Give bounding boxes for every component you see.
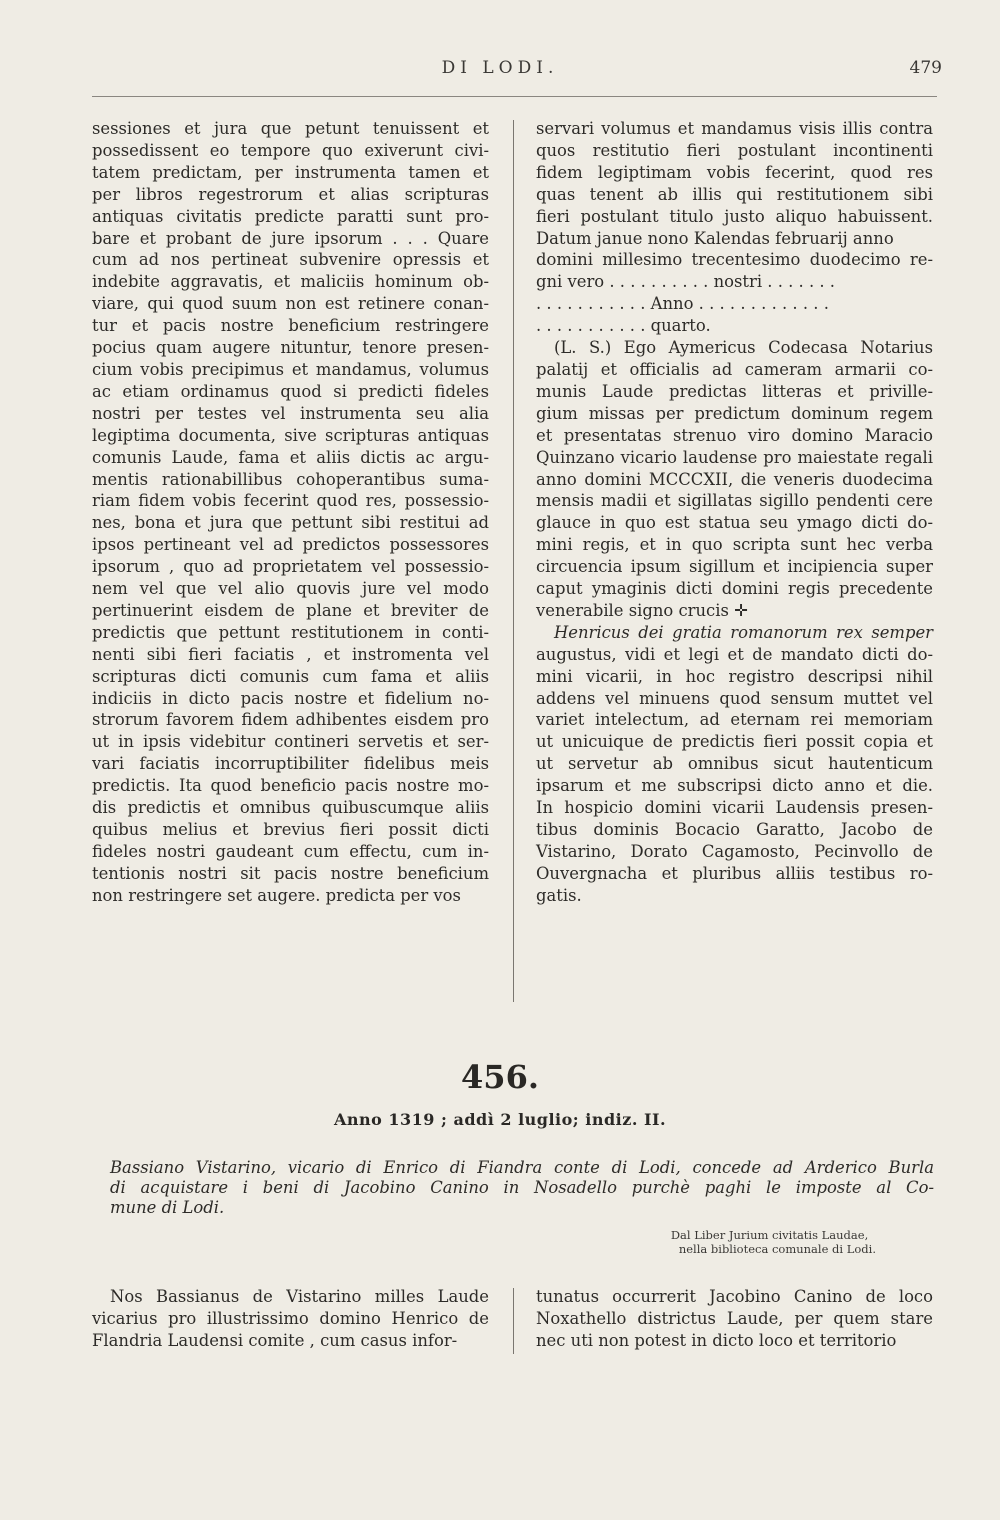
text-line: gni vero . . . . . . . . . . nostri . . . . . . .	[536, 272, 836, 292]
text-line: bare et probant de jure ipsorum . . . Quare	[92, 228, 489, 248]
text-line: pocius quam augere nituntur, tenore presen-	[92, 338, 489, 358]
text-line: circuencia ipsum sigillum et incipiencia super	[536, 557, 933, 577]
text-line: cium vobis precipimus et mandamus, volumus	[92, 359, 489, 379]
text-line: cum ad nos pertineat subvenire opressis et	[92, 250, 489, 270]
text-line: Henricus dei gratia romanorum rex semper	[554, 622, 933, 642]
text-line: nem vel que vel alio quovis jure vel modo	[92, 579, 489, 599]
text-line: antiquas civitatis predicte paratti sunt pro-	[92, 206, 489, 226]
text-line: tunatus occurrerit Jacobino Canino de loco	[536, 1287, 933, 1306]
text-line: di acquistare i beni di Jacobino Canino in Nosadello purchè paghi le imposte al Co-	[110, 1178, 934, 1197]
text-line: indiciis in dicto pacis nostre et fidelium no-	[92, 688, 489, 708]
source-line: nella biblioteca comunale di Lodi.	[678, 1242, 876, 1256]
text-line: quos restitutio fieri postulant incontinenti	[536, 140, 933, 160]
text-line: venerabile signo crucis ✛	[536, 600, 748, 620]
source-line: Dal Liber Jurium civitatis Laudae,	[670, 1228, 869, 1242]
text-line: gatis.	[536, 885, 582, 905]
text-line: ipsorum , quo ad proprietatem vel possessio-	[92, 557, 489, 577]
text-line: nes, bona et jura que pettunt sibi restitui ad	[92, 513, 489, 533]
text-line: sessiones et jura que petunt tenuissent et	[92, 119, 489, 138]
text-line: . . . . . . . . . . . Anno . . . . . . . . . . . . .	[536, 294, 829, 314]
document-date: Anno 1319 ; addì 2 luglio; indiz. II.	[333, 1110, 667, 1129]
text-line: nec uti non potest in dicto loco et territorio	[536, 1330, 897, 1350]
text-line: fidem legiptimam vobis fecerint, quod res	[536, 162, 933, 182]
text-line: Noxathello districtus Laude, per quem stare	[536, 1308, 933, 1328]
text-line: predictis. Ita quod beneficio pacis nostre mo-	[92, 776, 489, 796]
text-line: strorum favorem fidem adhibentes eisdem pro	[92, 710, 489, 730]
text-line: mune di Lodi.	[110, 1198, 225, 1217]
text-line: ac etiam ordinamus quod si predicti fideles	[92, 381, 489, 401]
text-line: ut servetur ab omnibus sicut hautenticum	[536, 754, 933, 774]
text-line: predictis que pettunt restitutionem in conti-	[92, 622, 489, 642]
text-line: Quinzano vicario laudense pro maiestate regali	[536, 447, 933, 467]
column-divider-bottom	[513, 1288, 514, 1354]
text-line: addens vel minuens quod sensum muttet vel	[536, 688, 933, 708]
column-divider	[513, 120, 514, 1002]
text-line: et presentatas strenuo viro domino Maracio	[536, 425, 933, 445]
text-line: mini vicarii, in hoc registro descripsi nihil	[536, 666, 933, 686]
text-line: Ouvergnacha et pluribus alliis testibus ro-	[536, 863, 933, 883]
text-line: per libros regestrorum et alias scripturas	[92, 184, 489, 204]
text-line: fideles nostri gaudeant cum effectu, cum in-	[92, 841, 489, 861]
source-note	[671, 1228, 876, 1256]
text-line: ipsarum et me subscripsi dicto anno et die.	[536, 776, 933, 796]
text-line: augustus, vidi et legi et de mandato dicti do-	[536, 644, 933, 664]
document-summary	[92, 1158, 934, 1218]
text-line: mensis madii et sigillatas sigillo pendenti cere	[536, 491, 933, 511]
text-line: domini millesimo trecentesimo duodecimo re-	[536, 250, 933, 270]
text-line: Flandria Laudensi comite , cum casus infor-	[92, 1330, 458, 1350]
text-line: scripturas dicti comunis cum fama et aliis	[92, 666, 489, 686]
text-line: palatij et officialis ad cameram armarii co-	[536, 359, 933, 379]
text-line: variet intelectum, ad eternam rei memoriam	[536, 710, 933, 730]
text-line: vicarius pro illustrissimo domino Henrico de	[92, 1308, 489, 1328]
text-line: munis Laude predictas litteras et priville-	[536, 381, 933, 401]
text-line: comunis Laude, fama et aliis dictis ac argu-	[92, 447, 489, 467]
text-line: nenti sibi fieri faciatis , et instromenta vel	[92, 644, 489, 664]
text-line: Vistarino, Dorato Cagamosto, Pecinvollo de	[536, 841, 933, 861]
text-line: tur et pacis nostre beneficium restringere	[92, 316, 489, 336]
text-line: servari volumus et mandamus visis illis contra	[536, 119, 933, 138]
text-line: viare, qui quod suum non est retinere conan-	[92, 294, 489, 314]
text-line: nostri per testes vel instrumenta seu alia	[92, 403, 489, 423]
text-line: tentionis nostri sit pacis nostre beneficium	[92, 863, 489, 883]
text-line: ut in ipsis videbitur contineri servetis et ser-	[92, 732, 489, 752]
text-line: Bassiano Vistarino, vicario di Enrico di Fiandra conte di Lodi, concede ad Arderico Burla	[110, 1158, 934, 1177]
text-line: ut unicuique de predictis fieri possit copia et	[536, 732, 933, 752]
text-line: tatem predictam, per instrumenta tamen et	[92, 162, 489, 182]
text-line: quibus melius et brevius fieri possit dicti	[92, 820, 489, 839]
text-line: mini regis, et in quo scripta sunt hec verba	[536, 535, 933, 555]
text-line: legiptima documenta, sive scripturas antiquas	[92, 425, 489, 445]
text-line: fieri postulant titulo justo aliquo habuissent.	[536, 206, 933, 226]
text-line: anno domini MCCCXII, die veneris duodecima	[536, 469, 933, 489]
text-line: In hospicio domini vicarii Laudensis presen-	[536, 798, 933, 818]
text-line: mentis rationabillibus cohoperantibus suma-	[92, 469, 489, 489]
text-line: Datum janue nono Kalendas februarij anno	[536, 228, 894, 248]
text-line: dis predictis et omnibus quibuscumque aliis	[92, 798, 489, 818]
header-rule	[92, 96, 937, 97]
text-line: quas tenent ab illis qui restitutionem sibi	[536, 184, 933, 204]
text-column-right-bottom	[536, 1286, 933, 1352]
text-line: . . . . . . . . . . . quarto.	[536, 316, 711, 336]
text-line: pertinuerint eisdem de plane et breviter de	[92, 600, 489, 620]
text-line: (L. S.) Ego Aymericus Codecasa Notarius	[554, 338, 933, 358]
text-column-right	[536, 118, 933, 907]
page-number: 479	[909, 58, 942, 78]
text-line: glauce in quo est statua seu ymago dicti do-	[536, 513, 933, 533]
text-line: Nos Bassianus de Vistarino milles Laude	[110, 1287, 489, 1306]
text-line: possedissent eo tempore quo exiverunt civi-	[92, 140, 489, 160]
text-line: riam fidem vobis fecerint quod res, possessio-	[92, 491, 489, 511]
text-line: ipsos pertineant vel ad predictos possessores	[92, 535, 489, 555]
text-column-left	[92, 118, 489, 907]
text-line: caput ymaginis dicti domini regis precedente	[536, 579, 933, 599]
text-line: non restringere set augere. predicta per vos	[92, 885, 461, 905]
text-line: indebite aggravatis, et maliciis hominum ob-	[92, 272, 489, 292]
text-line: gium missas per predictum dominum regem	[536, 403, 933, 423]
document-number: 456.	[461, 1058, 539, 1096]
running-header: DI LODI.	[441, 58, 559, 78]
text-line: vari faciatis incorruptibiliter fidelibus meis	[92, 754, 489, 774]
text-column-left-bottom	[92, 1286, 489, 1352]
text-line: tibus dominis Bocacio Garatto, Jacobo de	[536, 820, 933, 839]
